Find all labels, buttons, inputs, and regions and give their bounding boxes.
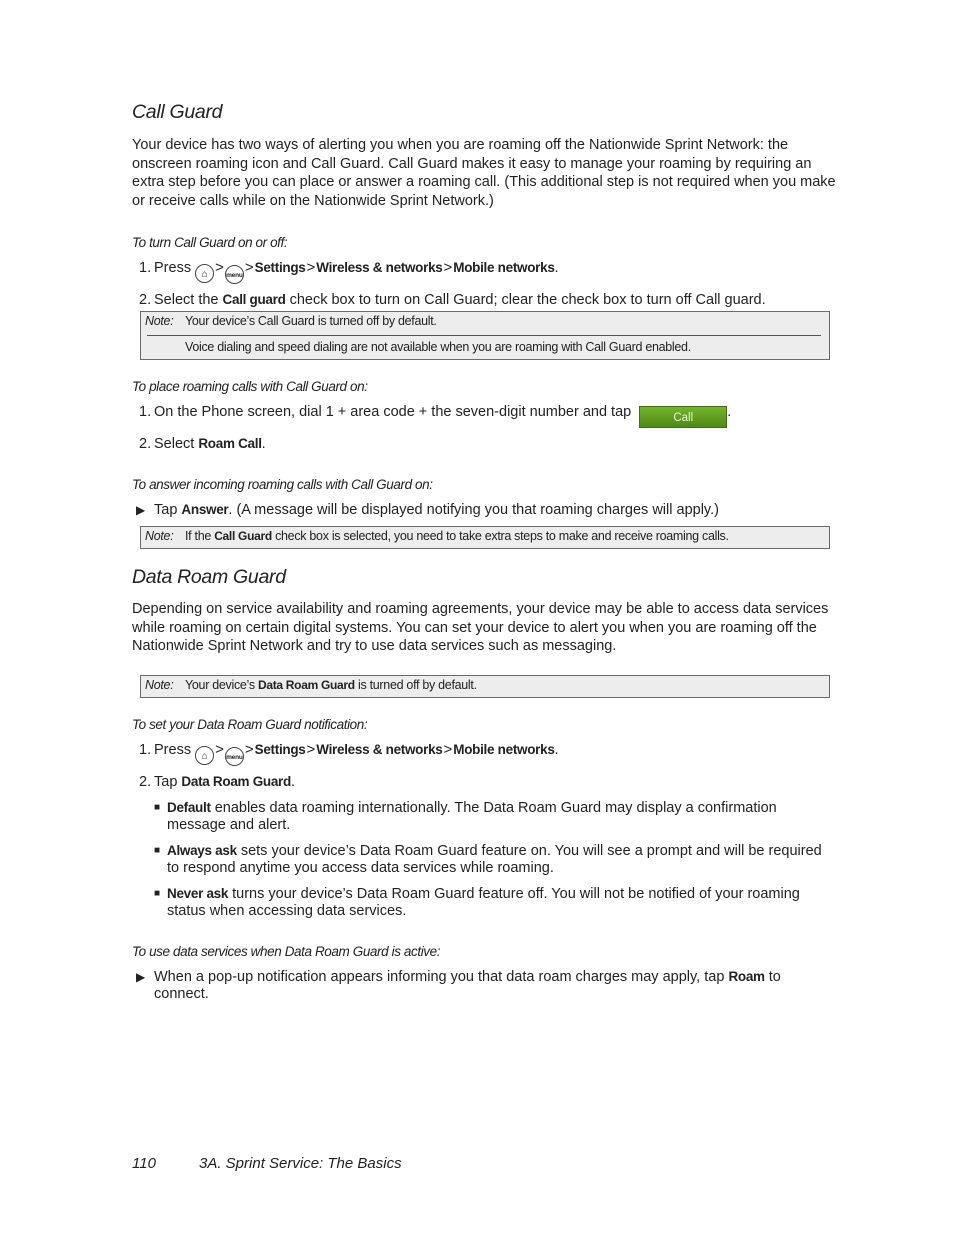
- menu-icon: menu: [225, 747, 244, 766]
- option-never-ask: ■ Never ask turns your device’s Data Roam Guard feature off. You will not be notified of your roaming status when accessing data services.: [154, 885, 800, 919]
- option-default: ■ Default enables data roaming internationally. The Data Roam Guard may display a confirmation message and alert.: [154, 799, 777, 833]
- square-bullet-icon: ■: [154, 801, 161, 813]
- place-step-1: 1. On the Phone screen, dial 1 + area code + the seven-digit number and tap Call .: [132, 403, 836, 428]
- arrow-icon: >: [244, 740, 254, 758]
- section-title: 3A. Sprint Service: The Basics: [199, 1155, 402, 1172]
- home-icon: ⌂: [195, 264, 214, 283]
- arrow-icon: >: [244, 259, 254, 276]
- set-step-2: 2. Tap Data Roam Guard.: [139, 773, 295, 790]
- triangle-bullet-icon: ▶: [136, 503, 146, 517]
- arrow-icon: >: [443, 259, 453, 276]
- use-data-heading: To use data services when Data Roam Guard is active:: [132, 943, 441, 959]
- arrow-icon: >: [443, 740, 453, 758]
- set-step-1: 1. Press ⌂ > menu >Settings>Wireless & networks>Mobile networks.: [132, 741, 836, 766]
- square-bullet-icon: ■: [154, 844, 161, 856]
- path-wireless: Wireless & networks: [316, 260, 443, 275]
- manual-page: [132, 100, 836, 1003]
- answer-instruction: ▶ Tap Answer. (A message will be displayed notifying you that roaming charges will apply.): [136, 502, 719, 518]
- turn-on-step-1: 1. Press ⌂ > menu >Settings>Wireless & networks>Mobile networks.: [132, 259, 836, 284]
- path-mobile: Mobile networks: [453, 260, 555, 275]
- note-label: Note:: [145, 529, 174, 543]
- note-label: Note:: [145, 314, 174, 328]
- note-box: Note: Your device’s Data Roam Guard is turned off by default.: [140, 675, 830, 698]
- option-always-ask: ■ Always ask sets your device’s Data Roam Guard feature on. You will see a prompt and will be required to respond anytime you access data services while roaming.: [154, 842, 822, 876]
- call-button: Call: [639, 406, 727, 428]
- call-guard-intro: Your device has two ways of alerting you when you are roaming off the Nationwide Sprint Network: the onscreen roaming icon and Call Guard. Call Guard makes it easy to manage your roaming by requiring an extra step before you can place or answer a roaming call. (This additional step is not required when you make or receive calls while on the Nationwide Sprint Network.): [132, 137, 836, 209]
- turn-on-heading: To turn Call Guard on or off:: [132, 235, 288, 250]
- note-label: Note:: [145, 677, 174, 692]
- path-settings: Settings: [254, 260, 306, 275]
- section-heading-data-roam-guard: Data Roam Guard: [132, 566, 286, 588]
- menu-icon: menu: [225, 265, 244, 284]
- triangle-bullet-icon: ▶: [136, 969, 146, 984]
- call-guard-option: Call guard: [222, 292, 286, 307]
- section-heading-call-guard: Call Guard: [132, 101, 223, 123]
- use-data-instruction: ▶ When a pop-up notification appears informing you that data roam charges may apply, tap Roam to connect.: [136, 968, 781, 1002]
- arrow-icon: >: [306, 259, 316, 276]
- page-footer: [132, 1155, 402, 1173]
- turn-on-step-2: 2. Select the Call guard check box to turn on Call Guard; clear the check box to turn off Call guard.: [139, 292, 766, 308]
- answer-calls-heading: To answer incoming roaming calls with Call Guard on:: [132, 477, 433, 492]
- page-number: 110: [132, 1155, 156, 1172]
- place-step-2: 2. Select Roam Call.: [139, 436, 266, 452]
- arrow-icon: >: [215, 740, 224, 758]
- data-roam-intro: Depending on service availability and roaming agreements, your device may be able to access data services while roaming on certain digital systems. You can set your device to alert you when you are roaming off the Nationwide Sprint Network and try to use data services such as messaging.: [132, 601, 829, 654]
- note-box: Note: If the Call Guard check box is selected, you need to take extra steps to make and receive roaming calls.: [140, 526, 830, 549]
- arrow-icon: >: [215, 259, 224, 276]
- square-bullet-icon: ■: [154, 887, 161, 899]
- note-divider: [147, 335, 821, 336]
- set-notification-heading: To set your Data Roam Guard notification:: [132, 716, 368, 732]
- note-box: Note: Your device’s Call Guard is turned off by default. Voice dialing and speed dialing are not available when you are roaming with Call Guard enabled.: [140, 311, 830, 360]
- home-icon: ⌂: [195, 746, 214, 765]
- place-calls-heading: To place roaming calls with Call Guard on:: [132, 379, 368, 394]
- arrow-icon: >: [306, 740, 316, 758]
